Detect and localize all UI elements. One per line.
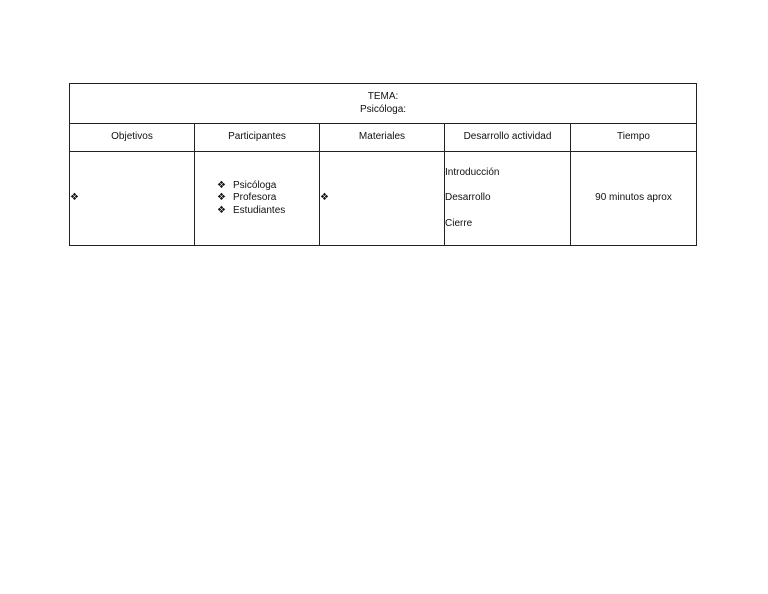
tema-label: TEMA: <box>367 91 399 102</box>
activity-step: Desarrollo <box>445 192 491 204</box>
list-item <box>217 180 319 193</box>
list-item <box>217 205 319 218</box>
diamond-bullet-icon: ❖ <box>217 204 226 216</box>
psicologa-label: Psicóloga: <box>359 103 407 115</box>
activity-step: Cierre <box>445 217 473 229</box>
header-tiempo: Tiempo <box>571 124 697 152</box>
participants-list <box>195 180 319 218</box>
header-objetivos: Objetivos <box>70 124 195 152</box>
participant-label: Psicóloga <box>233 179 277 191</box>
content-row <box>70 152 697 246</box>
list-item <box>217 192 319 205</box>
activity-plan-table <box>69 83 697 246</box>
participantes-cell <box>195 152 320 246</box>
header-desarrollo-actividad: Desarrollo actividad <box>445 124 571 152</box>
title-cell <box>70 84 697 124</box>
header-materiales: Materiales <box>320 124 445 152</box>
objetivos-cell <box>70 152 195 246</box>
diamond-bullet-icon: ❖ <box>70 192 79 204</box>
materiales-cell <box>320 152 445 246</box>
activity-step: Introducción <box>445 166 500 178</box>
desarrollo-actividad-cell <box>445 152 571 246</box>
header-participantes: Participantes <box>195 124 320 152</box>
diamond-bullet-icon: ❖ <box>320 192 329 204</box>
diamond-bullet-icon: ❖ <box>217 179 226 191</box>
header-row <box>70 124 697 152</box>
title-row <box>70 84 697 124</box>
tiempo-cell: 90 minutos aprox <box>571 152 697 246</box>
participant-label: Profesora <box>233 192 277 204</box>
diamond-bullet-icon: ❖ <box>217 192 226 204</box>
participant-label: Estudiantes <box>233 204 286 216</box>
